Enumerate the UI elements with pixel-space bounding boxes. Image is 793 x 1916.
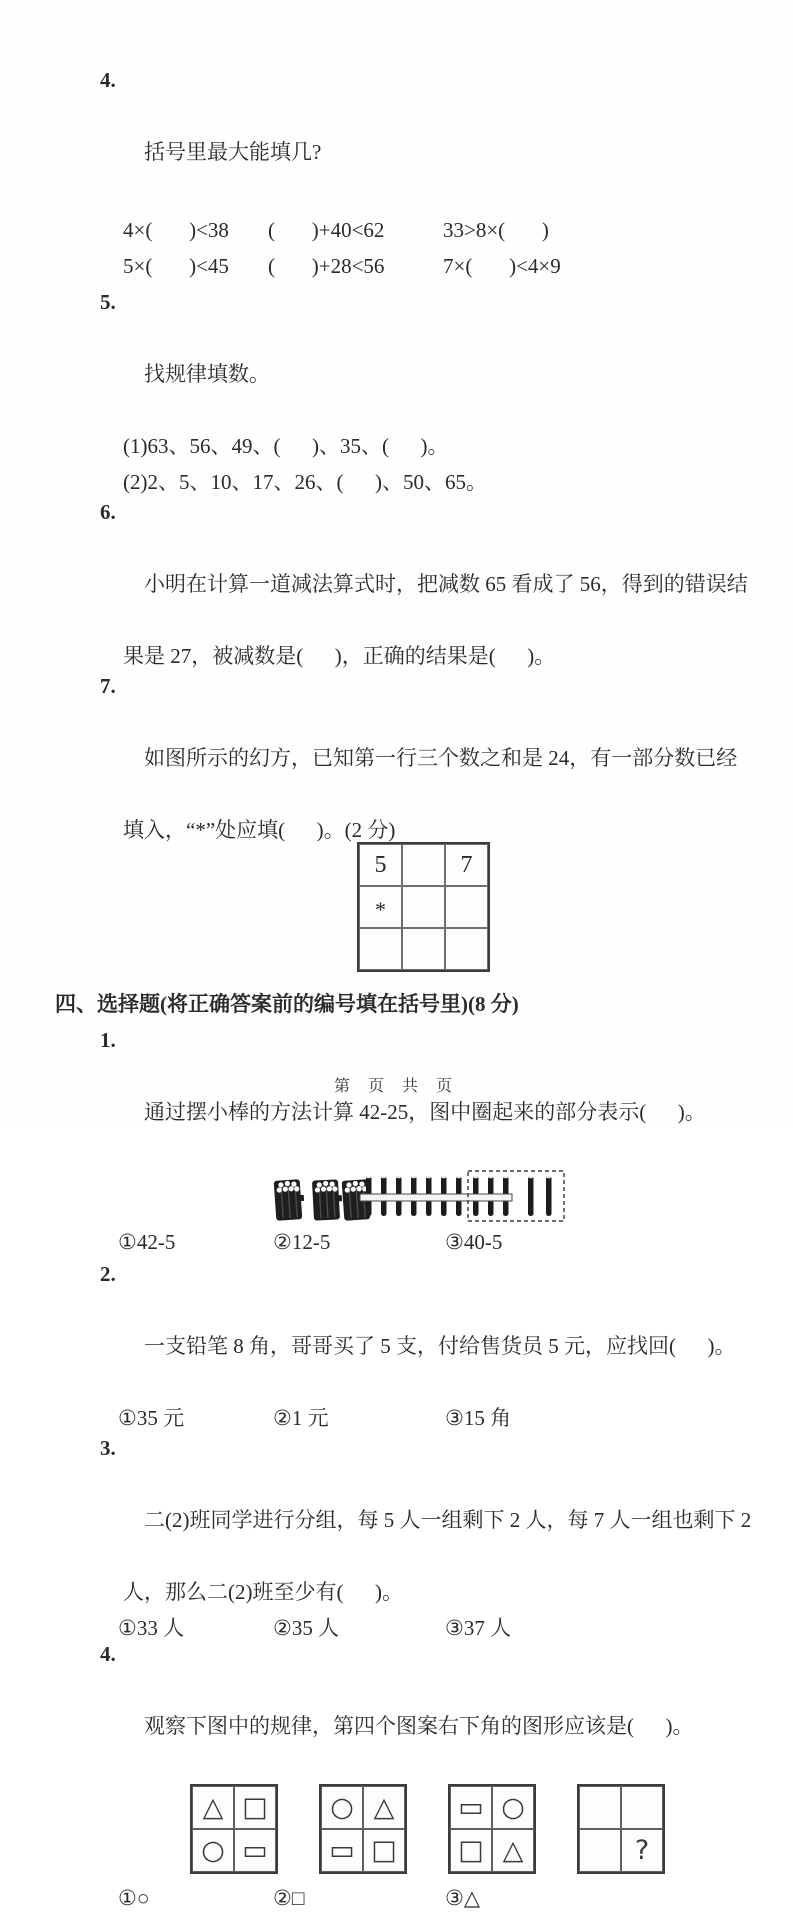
pattern-grids-row xyxy=(0,1784,793,1874)
option-2: ②12-5 xyxy=(273,1230,331,1254)
option-3: ③40-5 xyxy=(445,1230,503,1254)
question-4-number: 4. xyxy=(100,68,116,92)
pattern-cell: △ xyxy=(492,1829,534,1872)
magic-square-cell xyxy=(402,844,445,886)
option-1: ①35 元 xyxy=(118,1406,185,1430)
option-1: ①○ xyxy=(118,1886,150,1910)
separate-sticks xyxy=(528,1176,552,1216)
magic-square-cell xyxy=(445,928,488,970)
choice-question-4-number: 4. xyxy=(100,1642,116,1666)
pattern-cell: ▭ xyxy=(450,1786,492,1829)
q5-sequence-1: (1)63、56、49、( )、35、( )。 xyxy=(123,434,449,458)
equation: 33>8×( ) xyxy=(443,218,549,242)
option-3: ③37 人 xyxy=(445,1616,512,1640)
page-footer: 第 页 共 页 xyxy=(333,1078,459,1095)
question-7-number: 7. xyxy=(100,674,116,698)
pattern-cell: △ xyxy=(192,1786,234,1829)
pattern-cell: ▭ xyxy=(234,1829,276,1872)
pattern-cell: ○ xyxy=(492,1786,534,1829)
choice-question-4-text: 观察下图中的规律，第四个图案右下角的图形应该是( )。 xyxy=(144,1714,694,1738)
question-6 xyxy=(0,494,793,638)
magic-square-cell xyxy=(402,886,445,928)
question-4-title: 括号里最大能填几? xyxy=(144,140,322,164)
option-1: ①33 人 xyxy=(118,1616,185,1640)
pattern-cell: △ xyxy=(363,1786,405,1829)
question-4 xyxy=(0,62,793,206)
choice-question-3-number: 3. xyxy=(100,1436,116,1460)
question-5-title: 找规律填数。 xyxy=(144,362,270,386)
question-7-text-line1: 如图所示的幻方，已知第一行三个数之和是 24，有一部分数已经 xyxy=(144,746,738,770)
choice-question-4-options xyxy=(0,1880,793,1916)
pattern-cell: □ xyxy=(450,1829,492,1872)
magic-square-cell xyxy=(402,928,445,970)
magic-square-cell xyxy=(445,886,488,928)
counting-sticks-svg xyxy=(272,1168,567,1224)
q4-equation-row-2 xyxy=(0,248,793,284)
option-2: ②1 元 xyxy=(273,1406,329,1430)
pattern-cell: ○ xyxy=(321,1786,363,1829)
magic-square-cell: 7 xyxy=(445,844,488,886)
pattern-cell: □ xyxy=(363,1829,405,1872)
pattern-cell xyxy=(579,1786,621,1829)
stick-holder-bar xyxy=(360,1194,512,1201)
choice-question-3 xyxy=(0,1430,793,1574)
q5-sequence-2: (2)2、5、10、17、26、( )、50、65。 xyxy=(123,470,487,494)
choice-question-2-text: 一支铅笔 8 角，哥哥买了 5 支，付给售货员 5 元，应找回( )。 xyxy=(144,1334,736,1358)
question-7-text-line2: 填入，“*”处应填( )。(2 分) xyxy=(123,818,396,842)
pattern-cell xyxy=(621,1786,663,1829)
choice-question-1-options xyxy=(0,1224,793,1260)
counting-sticks-figure xyxy=(272,1168,793,1224)
magic-square-cell: 5 xyxy=(359,844,402,886)
equation: 5×( )<45 xyxy=(123,254,229,278)
option-3: ③15 角 xyxy=(445,1406,512,1430)
stick-bundle xyxy=(274,1179,306,1221)
question-6-text-line2: 果是 27，被减数是( )，正确的结果是( )。 xyxy=(123,644,556,668)
pattern-grid-1 xyxy=(190,1784,278,1874)
pattern-cell-question-mark: ? xyxy=(621,1829,663,1872)
choice-question-3-text-line2: 人，那么二(2)班至少有( )。 xyxy=(123,1580,403,1604)
choice-question-2 xyxy=(0,1256,793,1400)
choice-question-4 xyxy=(0,1636,793,1780)
choice-question-1-number: 1. xyxy=(100,1028,116,1052)
option-1: ①42-5 xyxy=(118,1230,176,1254)
equation: 7×( )<4×9 xyxy=(443,254,561,278)
magic-square-grid xyxy=(357,842,490,972)
choice-question-2-number: 2. xyxy=(100,1262,116,1286)
q4-equation-row-1 xyxy=(0,212,793,248)
choice-question-1-text: 通过摆小棒的方法计算 42-25，图中圈起来的部分表示( )。 xyxy=(144,1100,706,1124)
option-2: ②□ xyxy=(273,1886,305,1910)
magic-square-cell xyxy=(359,928,402,970)
magic-square-asterisk-cell: * xyxy=(375,897,386,922)
section-4-header: 四、选择题(将正确答案前的编号填在括号里)(8 分) xyxy=(55,992,519,1016)
question-7 xyxy=(0,668,793,812)
pattern-grid-3 xyxy=(448,1784,536,1874)
pattern-cell xyxy=(579,1829,621,1872)
pattern-cell: ▭ xyxy=(321,1829,363,1872)
option-3: ③△ xyxy=(445,1886,480,1910)
option-2: ②35 人 xyxy=(273,1616,340,1640)
question-6-number: 6. xyxy=(100,500,116,524)
question-6-text-line1: 小明在计算一道减法算式时，把减数 65 看成了 56，得到的错误结 xyxy=(144,572,748,596)
pattern-grid-2 xyxy=(319,1784,407,1874)
stick-bundle xyxy=(312,1179,343,1220)
pattern-cell: ○ xyxy=(192,1829,234,1872)
equation: ( )+40<62 xyxy=(268,218,385,242)
choice-question-3-text-line1: 二(2)班同学进行分组，每 5 人一组剩下 2 人，每 7 人一组也剩下 2 xyxy=(144,1508,752,1532)
pattern-grid-4 xyxy=(577,1784,665,1874)
question-5 xyxy=(0,284,793,428)
pattern-cell: □ xyxy=(234,1786,276,1829)
equation: 4×( )<38 xyxy=(123,218,229,242)
question-5-number: 5. xyxy=(100,290,116,314)
equation: ( )+28<56 xyxy=(268,254,385,278)
